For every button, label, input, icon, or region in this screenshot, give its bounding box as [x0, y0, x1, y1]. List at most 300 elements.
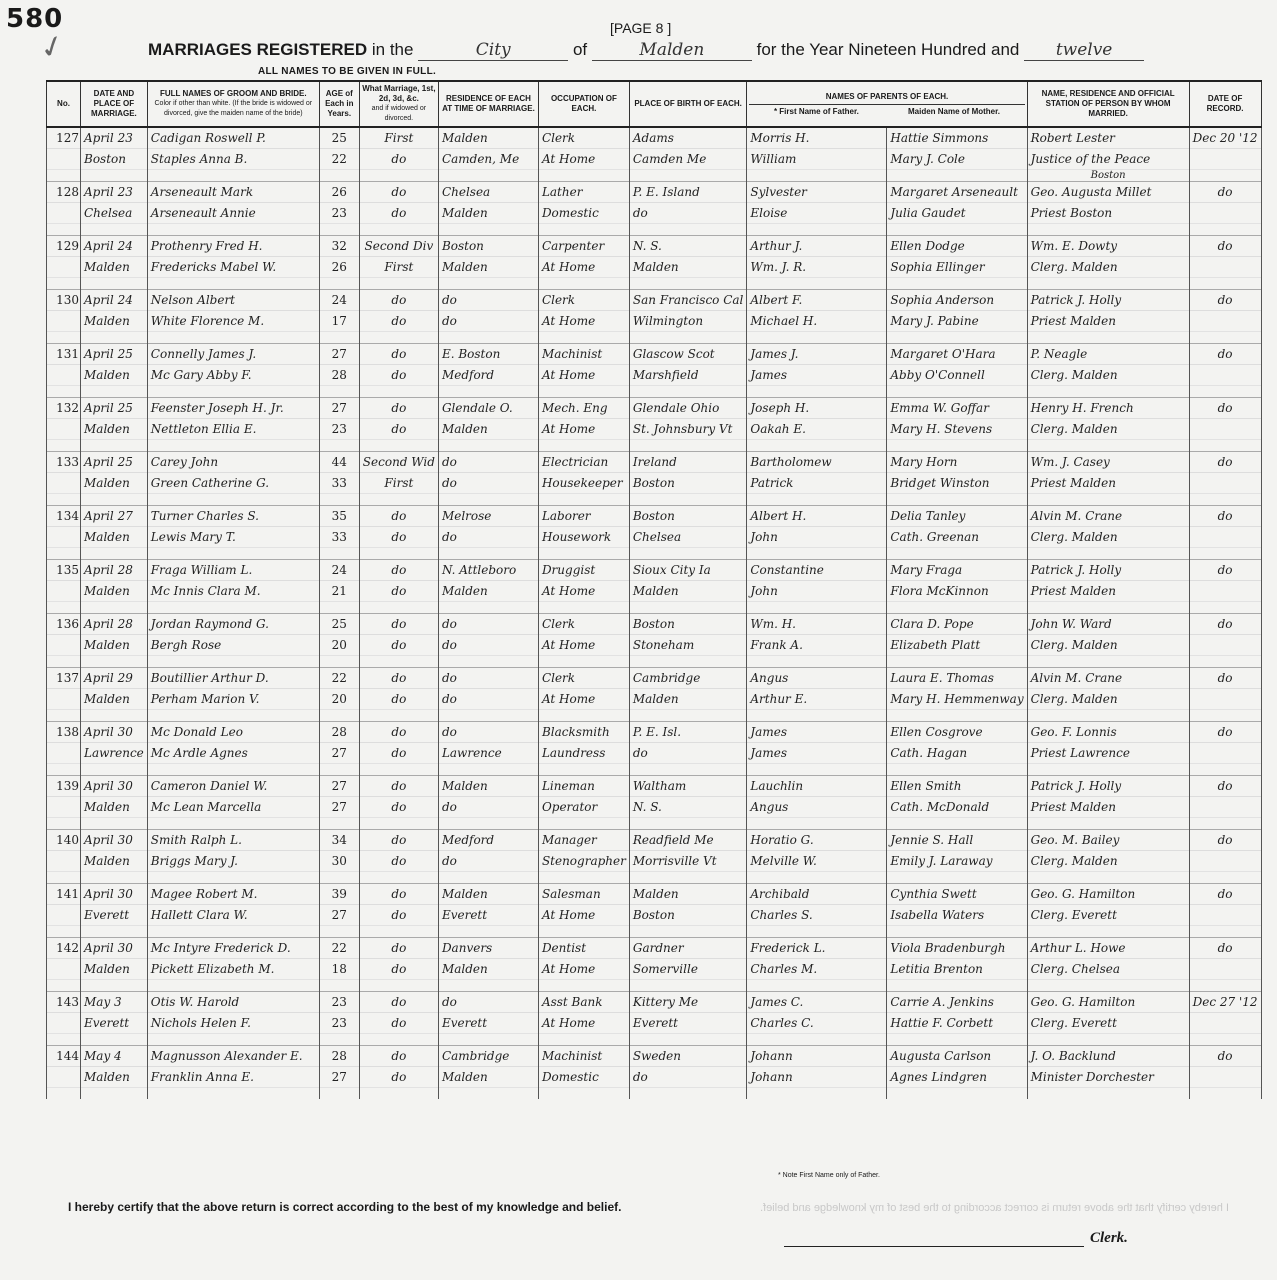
bride-age: 27 — [319, 1067, 359, 1088]
date-of-record: do — [1189, 452, 1261, 473]
groom-birthplace: Gardner — [629, 938, 747, 959]
empty-cell — [747, 278, 887, 290]
bride-birthplace: Malden — [629, 581, 747, 602]
empty-cell — [47, 959, 81, 980]
officiant-name: J. O. Backlund — [1027, 1046, 1189, 1067]
empty-cell — [1189, 905, 1261, 926]
empty-cell — [629, 170, 747, 182]
empty-cell — [438, 980, 538, 992]
bride-mother: Cath. McDonald — [887, 797, 1027, 818]
empty-cell — [438, 602, 538, 614]
bride-marriage-number: do — [359, 311, 438, 332]
empty-cell — [359, 494, 438, 506]
bride-birthplace: Camden Me — [629, 149, 747, 170]
bride-mother: Letitia Brenton — [887, 959, 1027, 980]
empty-cell — [319, 656, 359, 668]
empty-cell — [147, 224, 319, 236]
groom-father: Angus — [747, 668, 887, 689]
groom-birthplace: Ireland — [629, 452, 747, 473]
table-row — [47, 959, 1262, 980]
table-row — [47, 182, 1262, 203]
empty-cell — [319, 224, 359, 236]
bride-age: 22 — [319, 149, 359, 170]
groom-birthplace: Glascow Scot — [629, 344, 747, 365]
empty-cell — [887, 170, 1027, 182]
register-body — [47, 127, 1262, 1099]
marriage-date: May 4 — [81, 1046, 148, 1067]
groom-marriage-number: do — [359, 1046, 438, 1067]
empty-cell — [629, 710, 747, 722]
bride-occupation: At Home — [538, 311, 629, 332]
title-year: for the Year Nineteen Hundred and — [756, 40, 1020, 59]
bride-birthplace: Malden — [629, 257, 747, 278]
table-row — [47, 797, 1262, 818]
date-of-record: do — [1189, 290, 1261, 311]
empty-cell — [887, 656, 1027, 668]
bride-marriage-number: do — [359, 149, 438, 170]
marriage-place: Chelsea — [81, 203, 148, 224]
empty-cell — [147, 656, 319, 668]
bride-occupation: At Home — [538, 149, 629, 170]
officiant-residence — [1027, 332, 1189, 344]
table-row — [47, 872, 1262, 884]
bride-marriage-number: do — [359, 635, 438, 656]
groom-marriage-number: do — [359, 884, 438, 905]
bride-residence: Medford — [438, 365, 538, 386]
groom-name: Cameron Daniel W. — [147, 776, 319, 797]
officiant-name: P. Neagle — [1027, 344, 1189, 365]
bride-father: Angus — [747, 797, 887, 818]
groom-father: Archibald — [747, 884, 887, 905]
bride-residence: Malden — [438, 959, 538, 980]
table-row — [47, 1067, 1262, 1088]
table-row — [47, 365, 1262, 386]
groom-name: Turner Charles S. — [147, 506, 319, 527]
empty-cell — [1189, 1088, 1261, 1100]
groom-marriage-number: do — [359, 560, 438, 581]
empty-cell — [147, 440, 319, 452]
officiant-residence: Boston — [1027, 170, 1189, 182]
empty-cell — [359, 386, 438, 398]
groom-occupation: Electrician — [538, 452, 629, 473]
col-residence: RESIDENCE OF EACH AT TIME OF MARRIAGE. — [438, 81, 538, 127]
bride-father: Michael H. — [747, 311, 887, 332]
table-row — [47, 236, 1262, 257]
bride-name: Perham Marion V. — [147, 689, 319, 710]
empty-cell — [538, 494, 629, 506]
groom-marriage-number: do — [359, 398, 438, 419]
groom-age: 24 — [319, 560, 359, 581]
officiant-residence — [1027, 818, 1189, 830]
bride-name: White Florence M. — [147, 311, 319, 332]
empty-cell — [887, 980, 1027, 992]
bride-father: Oakah E. — [747, 419, 887, 440]
empty-cell — [359, 926, 438, 938]
bride-name: Nettleton Ellia E. — [147, 419, 319, 440]
bride-mother: Bridget Winston — [887, 473, 1027, 494]
bride-occupation: At Home — [538, 959, 629, 980]
empty-cell — [629, 386, 747, 398]
officiant-station: Priest Malden — [1027, 473, 1189, 494]
city-name: Malden — [592, 40, 752, 61]
groom-residence: Glendale O. — [438, 398, 538, 419]
empty-cell — [747, 1034, 887, 1046]
bride-father: Frank A. — [747, 635, 887, 656]
officiant-residence — [1027, 602, 1189, 614]
officiant-name: Geo. G. Hamilton — [1027, 884, 1189, 905]
marriage-place: Malden — [81, 959, 148, 980]
officiant-station: Clerg. Malden — [1027, 689, 1189, 710]
bride-birthplace: do — [629, 743, 747, 764]
empty-cell — [887, 1088, 1027, 1100]
groom-occupation: Carpenter — [538, 236, 629, 257]
groom-name: Jordan Raymond G. — [147, 614, 319, 635]
table-row — [47, 581, 1262, 602]
empty-cell — [438, 656, 538, 668]
marriage-date: April 29 — [81, 668, 148, 689]
groom-age: 35 — [319, 506, 359, 527]
groom-occupation: Druggist — [538, 560, 629, 581]
marriage-date: April 27 — [81, 506, 148, 527]
empty-cell — [629, 818, 747, 830]
record-no: 135 — [47, 560, 81, 581]
groom-residence: do — [438, 452, 538, 473]
officiant-station: Clerg. Malden — [1027, 527, 1189, 548]
bride-residence: do — [438, 689, 538, 710]
officiant-residence — [1027, 278, 1189, 290]
officiant-station: Clerg. Malden — [1027, 851, 1189, 872]
empty-cell — [47, 419, 81, 440]
bride-birthplace: Boston — [629, 473, 747, 494]
empty-cell — [81, 1034, 148, 1046]
empty-cell — [319, 926, 359, 938]
officiant-station: Clerg. Malden — [1027, 257, 1189, 278]
bride-marriage-number: do — [359, 419, 438, 440]
table-row — [47, 1034, 1262, 1046]
table-row — [47, 668, 1262, 689]
empty-cell — [747, 548, 887, 560]
officiant-station: Clerg. Everett — [1027, 1013, 1189, 1034]
groom-age: 22 — [319, 668, 359, 689]
empty-cell — [47, 548, 81, 560]
bride-residence: Lawrence — [438, 743, 538, 764]
empty-cell — [887, 494, 1027, 506]
groom-mother: Ellen Smith — [887, 776, 1027, 797]
officiant-residence — [1027, 764, 1189, 776]
groom-birthplace: San Francisco Cal — [629, 290, 747, 311]
empty-cell — [47, 818, 81, 830]
empty-cell — [538, 386, 629, 398]
empty-cell — [438, 872, 538, 884]
groom-name: Mc Intyre Frederick D. — [147, 938, 319, 959]
empty-cell — [319, 764, 359, 776]
empty-cell — [319, 440, 359, 452]
groom-father: James — [747, 722, 887, 743]
table-row — [47, 506, 1262, 527]
empty-cell — [538, 548, 629, 560]
table-row — [47, 818, 1262, 830]
officiant-station: Clerg. Chelsea — [1027, 959, 1189, 980]
empty-cell — [319, 548, 359, 560]
empty-cell — [81, 764, 148, 776]
empty-cell — [81, 872, 148, 884]
city-type: City — [418, 40, 568, 61]
bride-name: Mc Ardle Agnes — [147, 743, 319, 764]
empty-cell — [887, 710, 1027, 722]
bride-name: Bergh Rose — [147, 635, 319, 656]
bride-name: Pickett Elizabeth M. — [147, 959, 319, 980]
bride-age: 28 — [319, 365, 359, 386]
empty-cell — [147, 980, 319, 992]
groom-age: 26 — [319, 182, 359, 203]
groom-age: 27 — [319, 344, 359, 365]
bride-occupation: At Home — [538, 1013, 629, 1034]
officiant-residence — [1027, 494, 1189, 506]
bride-mother: Cath. Hagan — [887, 743, 1027, 764]
empty-cell — [747, 1088, 887, 1100]
bride-age: 17 — [319, 311, 359, 332]
col-father: * First Name of Father. — [773, 106, 859, 116]
date-of-record: do — [1189, 182, 1261, 203]
groom-residence: Cambridge — [438, 1046, 538, 1067]
empty-cell — [538, 926, 629, 938]
officiant-name: Geo. Augusta Millet — [1027, 182, 1189, 203]
table-row — [47, 344, 1262, 365]
groom-name: Magnusson Alexander E. — [147, 1046, 319, 1067]
bride-marriage-number: do — [359, 527, 438, 548]
groom-name: Cadigan Roswell P. — [147, 127, 319, 149]
table-row — [47, 776, 1262, 797]
officiant-station: Priest Boston — [1027, 203, 1189, 224]
groom-birthplace: Waltham — [629, 776, 747, 797]
bride-mother: Julia Gaudet — [887, 203, 1027, 224]
marriage-place: Malden — [81, 581, 148, 602]
groom-marriage-number: do — [359, 506, 438, 527]
bride-occupation: Operator — [538, 797, 629, 818]
bride-residence: Everett — [438, 905, 538, 926]
record-no: 140 — [47, 830, 81, 851]
empty-cell — [747, 170, 887, 182]
table-row — [47, 473, 1262, 494]
groom-age: 23 — [319, 992, 359, 1013]
empty-cell — [629, 440, 747, 452]
empty-cell — [538, 440, 629, 452]
empty-cell — [747, 980, 887, 992]
bride-name: Staples Anna B. — [147, 149, 319, 170]
marriage-date: April 30 — [81, 776, 148, 797]
bride-father: William — [747, 149, 887, 170]
col-date-place: DATE AND PLACE OF MARRIAGE. — [81, 81, 148, 127]
empty-cell — [47, 386, 81, 398]
groom-marriage-number: do — [359, 776, 438, 797]
officiant-name: Robert Lester — [1027, 127, 1189, 149]
title-prefix: MARRIAGES REGISTERED — [148, 40, 368, 59]
groom-father: Frederick L. — [747, 938, 887, 959]
empty-cell — [1189, 224, 1261, 236]
table-row — [47, 1088, 1262, 1100]
empty-cell — [47, 656, 81, 668]
table-row — [47, 689, 1262, 710]
empty-cell — [47, 743, 81, 764]
groom-marriage-number: Second Wid — [359, 452, 438, 473]
empty-cell — [438, 224, 538, 236]
empty-cell — [147, 710, 319, 722]
bride-residence: Malden — [438, 1067, 538, 1088]
groom-marriage-number: do — [359, 992, 438, 1013]
empty-cell — [438, 386, 538, 398]
officiant-station: Priest Malden — [1027, 311, 1189, 332]
empty-cell — [47, 1067, 81, 1088]
bride-name: Nichols Helen F. — [147, 1013, 319, 1034]
bride-name: Hallett Clara W. — [147, 905, 319, 926]
officiant-residence — [1027, 1088, 1189, 1100]
marriage-date: April 30 — [81, 884, 148, 905]
bride-father: James — [747, 743, 887, 764]
empty-cell — [1189, 548, 1261, 560]
groom-occupation: Clerk — [538, 614, 629, 635]
groom-name: Mc Donald Leo — [147, 722, 319, 743]
groom-marriage-number: do — [359, 938, 438, 959]
bride-occupation: At Home — [538, 257, 629, 278]
groom-age: 34 — [319, 830, 359, 851]
marriage-place: Malden — [81, 365, 148, 386]
bride-residence: do — [438, 851, 538, 872]
bride-residence: Malden — [438, 581, 538, 602]
officiant-station: Justice of the Peace — [1027, 149, 1189, 170]
empty-cell — [887, 602, 1027, 614]
groom-marriage-number: do — [359, 344, 438, 365]
marriage-place: Everett — [81, 905, 148, 926]
officiant-station: Minister Dorchester — [1027, 1067, 1189, 1088]
clerk-label: Clerk. — [1090, 1230, 1128, 1246]
groom-residence: Melrose — [438, 506, 538, 527]
table-row — [47, 257, 1262, 278]
empty-cell — [438, 818, 538, 830]
empty-cell — [47, 872, 81, 884]
table-row — [47, 127, 1262, 149]
groom-father: Albert H. — [747, 506, 887, 527]
clerk-signature-line — [784, 1246, 1084, 1247]
record-no: 132 — [47, 398, 81, 419]
empty-cell — [319, 386, 359, 398]
empty-cell — [47, 581, 81, 602]
groom-father: Horatio G. — [747, 830, 887, 851]
empty-cell — [47, 494, 81, 506]
bride-occupation: At Home — [538, 419, 629, 440]
empty-cell — [359, 224, 438, 236]
empty-cell — [887, 926, 1027, 938]
groom-marriage-number: do — [359, 290, 438, 311]
officiant-residence — [1027, 386, 1189, 398]
empty-cell — [438, 1088, 538, 1100]
empty-cell — [81, 1088, 148, 1100]
bride-marriage-number: do — [359, 581, 438, 602]
bride-father: Arthur E. — [747, 689, 887, 710]
empty-cell — [47, 980, 81, 992]
groom-mother: Ellen Cosgrove — [887, 722, 1027, 743]
empty-cell — [359, 980, 438, 992]
bride-age: 21 — [319, 581, 359, 602]
empty-cell — [319, 494, 359, 506]
groom-age: 24 — [319, 290, 359, 311]
empty-cell — [538, 1088, 629, 1100]
empty-cell — [1189, 581, 1261, 602]
groom-occupation: Laborer — [538, 506, 629, 527]
bride-marriage-number: do — [359, 365, 438, 386]
marriage-date: April 23 — [81, 127, 148, 149]
empty-cell — [81, 332, 148, 344]
date-of-record: do — [1189, 830, 1261, 851]
bride-father: Melville W. — [747, 851, 887, 872]
groom-occupation: Blacksmith — [538, 722, 629, 743]
table-row — [47, 419, 1262, 440]
bride-mother: Isabella Waters — [887, 905, 1027, 926]
empty-cell — [1189, 797, 1261, 818]
groom-residence: do — [438, 992, 538, 1013]
empty-cell — [1189, 419, 1261, 440]
table-row — [47, 440, 1262, 452]
record-no: 139 — [47, 776, 81, 797]
bride-age: 20 — [319, 689, 359, 710]
col-names: FULL NAMES OF GROOM AND BRIDE. Color if other than white. (If the bride is widowed or divorced, give the maiden name of the bride) — [147, 81, 319, 127]
bride-birthplace: St. Johnsbury Vt — [629, 419, 747, 440]
groom-occupation: Clerk — [538, 668, 629, 689]
bride-birthplace: Wilmington — [629, 311, 747, 332]
bride-father: Patrick — [747, 473, 887, 494]
record-no: 129 — [47, 236, 81, 257]
empty-cell — [1189, 170, 1261, 182]
empty-cell — [1189, 656, 1261, 668]
groom-occupation: Salesman — [538, 884, 629, 905]
table-row — [47, 1046, 1262, 1067]
groom-name: Arseneault Mark — [147, 182, 319, 203]
table-row — [47, 884, 1262, 905]
date-of-record: do — [1189, 884, 1261, 905]
title-of: of — [572, 40, 588, 59]
empty-cell — [359, 278, 438, 290]
empty-cell — [47, 851, 81, 872]
bride-residence: do — [438, 797, 538, 818]
empty-cell — [629, 1088, 747, 1100]
empty-cell — [438, 278, 538, 290]
empty-cell — [81, 602, 148, 614]
bride-name: Fredericks Mabel W. — [147, 257, 319, 278]
groom-mother: Margaret Arseneault — [887, 182, 1027, 203]
table-row — [47, 722, 1262, 743]
empty-cell — [538, 980, 629, 992]
groom-mother: Mary Fraga — [887, 560, 1027, 581]
empty-cell — [81, 548, 148, 560]
groom-name: Connelly James J. — [147, 344, 319, 365]
empty-cell — [319, 1034, 359, 1046]
empty-cell — [147, 926, 319, 938]
empty-cell — [359, 872, 438, 884]
empty-cell — [47, 149, 81, 170]
bride-marriage-number: do — [359, 203, 438, 224]
empty-cell — [147, 764, 319, 776]
groom-marriage-number: do — [359, 668, 438, 689]
bride-marriage-number: First — [359, 257, 438, 278]
empty-cell — [629, 656, 747, 668]
groom-age: 32 — [319, 236, 359, 257]
marriage-date: April 24 — [81, 236, 148, 257]
father-footnote: * Note First Name only of Father. — [778, 1172, 880, 1179]
record-no: 128 — [47, 182, 81, 203]
groom-mother: Cynthia Swett — [887, 884, 1027, 905]
officiant-station: Clerg. Everett — [1027, 905, 1189, 926]
officiant-station: Priest Malden — [1027, 797, 1189, 818]
empty-cell — [319, 710, 359, 722]
